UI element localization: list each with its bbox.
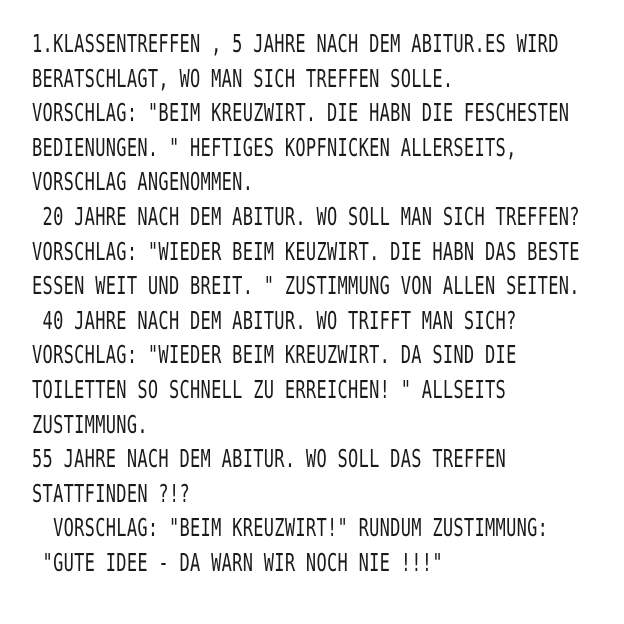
text-line: VORSCHLAG: "WIEDER BEIM KREUZWIRT. DA SIND DIE	[32, 341, 517, 371]
text-line: 55 JAHRE NACH DEM ABITUR. WO SOLL DAS TREFFEN	[32, 445, 507, 475]
text-line: BEDIENUNGEN. " HEFTIGES KOPFNICKEN ALLERSEITS,	[32, 134, 517, 164]
text-line: ESSEN WEIT UND BREIT. " ZUSTIMMUNG VON ALLEN SEITEN.	[32, 272, 580, 302]
text-line: 20 JAHRE NACH DEM ABITUR. WO SOLL MAN SICH TREFFEN?	[32, 203, 580, 233]
text-line: 40 JAHRE NACH DEM ABITUR. WO TRIFFT MAN SICH?	[32, 307, 517, 337]
text-line: VORSCHLAG: "WIEDER BEIM KEUZWIRT. DIE HABN DAS BESTE	[32, 237, 580, 267]
text-line: VORSCHLAG ANGENOMMEN.	[32, 168, 254, 198]
joke-text	[32, 28, 612, 582]
text-line: ZUSTIMMUNG.	[32, 410, 148, 440]
text-line: VORSCHLAG: "BEIM KREUZWIRT. DIE HABN DIE FESCHESTEN	[32, 99, 570, 129]
text-line: "GUTE IDEE - DA WARN WIR NOCH NIE !!!"	[32, 549, 443, 579]
text-line: STATTFINDEN ?!?	[32, 480, 191, 510]
text-line: BERATSCHLAGT, WO MAN SICH TREFFEN SOLLE.	[32, 64, 454, 94]
text-line: 1.KLASSENTREFFEN , 5 JAHRE NACH DEM ABITUR.ES WIRD	[32, 30, 559, 60]
text-line: VORSCHLAG: "BEIM KREUZWIRT!" RUNDUM ZUSTIMMUNG:	[32, 514, 549, 544]
text-line: TOILETTEN SO SCHNELL ZU ERREICHEN! " ALLSEITS	[32, 376, 507, 406]
